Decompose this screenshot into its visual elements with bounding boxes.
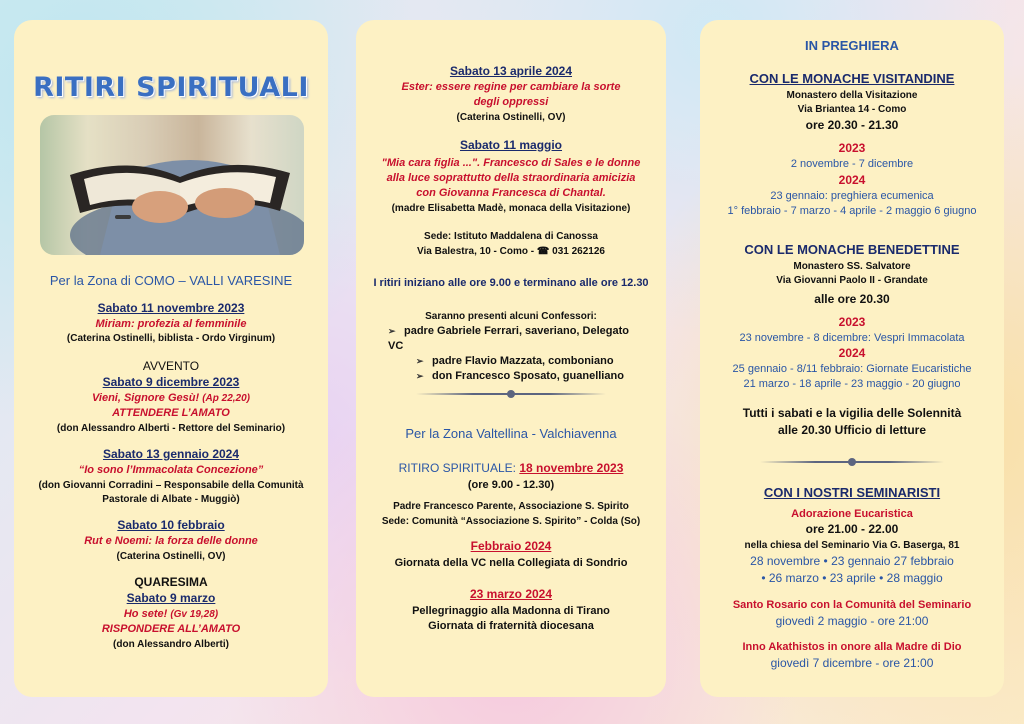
event-speaker: (Caterina Ostinelli, OV) <box>456 112 566 123</box>
dates-line: 1° febbraio - 7 marzo - 4 aprile - 2 maggio 6 giugno <box>727 205 977 217</box>
dates-line: 25 gennaio - 8/11 febbraio: Giornate Eucaristiche <box>732 363 972 375</box>
rosary-date: giovedì 2 maggio - ore 21:00 <box>775 614 929 628</box>
dates-line: 23 gennaio: preghiera ecumenica <box>770 190 934 202</box>
ornamental-divider <box>416 393 606 395</box>
event-theme: Miriam: profezia al femminile <box>95 318 247 330</box>
schedule-note: I ritiri iniziano alle ore 9.00 e terminano alle ore 12.30 <box>373 277 649 289</box>
dates-line: • 26 marzo • 23 aprile • 28 maggio <box>761 571 943 585</box>
event-speaker: (don Alessandro Alberti) <box>113 639 229 650</box>
event-speaker: Pastorale di Albate - Muggiò) <box>102 494 240 505</box>
prayer-time: alle ore 20.30 <box>814 292 890 306</box>
season-label: QUARESIMA <box>134 575 208 589</box>
panel-in-preghiera <box>700 20 1004 697</box>
scripture-ref: (Ap 22,20) <box>202 393 251 404</box>
venue-name: Monastero SS. Salvatore <box>793 261 911 272</box>
event-theme: degli oppressi <box>473 96 549 108</box>
year-label: 2024 <box>838 173 866 187</box>
group-heading-seminaristi: CON I NOSTRI SEMINARISTI <box>763 485 941 500</box>
saturday-office-line: Tutti i sabati e la vigilia delle Solennità <box>742 406 962 420</box>
dates-line: 23 novembre - 8 dicembre: Vespri Immacolata <box>739 332 965 344</box>
event-theme: con Giovanna Francesca di Chantal. <box>416 187 606 199</box>
venue-address: Via Giovanni Paolo II - Grandate <box>776 275 928 286</box>
retreat-heading <box>356 461 666 477</box>
season-label: AVVENTO <box>142 359 200 373</box>
event-theme: Rut e Noemi: la forza delle donne <box>84 535 258 547</box>
venue-phone: 031 262126 <box>552 246 605 257</box>
event-theme-text: Ho sete! <box>123 608 168 620</box>
adoration-label: Adorazione Eucaristica <box>791 508 913 520</box>
list-item <box>388 324 646 354</box>
divider-dot-icon <box>507 390 515 398</box>
event-theme: ATTENDERE L’AMATO <box>112 407 230 419</box>
panel-ritiri-continued <box>356 20 666 697</box>
dates-line: 28 novembre • 23 gennaio 27 febbraio <box>750 554 954 568</box>
panel-ritiri-como <box>14 20 328 697</box>
event-description: Pellegrinaggio alla Madonna di Tirano <box>412 605 610 617</box>
event-theme: “Io sono l’Immacolata Concezione” <box>78 464 264 476</box>
venue-street: Via Balestra, 10 - Como - <box>417 246 535 257</box>
event-theme-text: Vieni, Signore Gesù! <box>91 392 200 404</box>
event-date: Febbraio 2024 <box>470 539 552 553</box>
saturday-office-line: alle 20.30 Ufficio di letture <box>777 423 927 437</box>
confessors-intro: Saranno presenti alcuni Confessori: <box>425 311 597 322</box>
event-date: 23 marzo 2024 <box>469 587 553 601</box>
scripture-ref: (Gv 19,28) <box>170 609 219 620</box>
zone-heading-valtellina: Per la Zona Valtellina - Valchiavenna <box>405 426 617 441</box>
event-speaker: (madre Elisabetta Madè, monaca della Visitazione) <box>391 203 631 214</box>
event-theme: alla luce soprattutto della straordinaria amicizia <box>386 172 636 184</box>
zone-heading-como: Per la Zona di COMO – VALLI VARESINE <box>49 273 293 288</box>
section-title: IN PREGHIERA <box>805 38 899 53</box>
adoration-venue: nella chiesa del Seminario Via G. Baserga, 81 <box>744 540 960 551</box>
venue-name: Monastero della Visitazione <box>786 90 918 101</box>
retreat-time: (ore 9.00 - 12.30) <box>467 479 555 491</box>
retreat-date: 18 novembre 2023 <box>519 461 624 475</box>
akathistos-title: Inno Akathistos in onore alla Madre di Dio <box>742 641 962 653</box>
page-title: RITIRI SPIRITUALI <box>33 72 309 103</box>
prayer-time: ore 20.30 - 21.30 <box>805 118 899 132</box>
confessors-list <box>388 324 646 383</box>
arrow-bullet-icon: ➢ <box>416 370 424 381</box>
event-speaker: (don Alessandro Alberti - Rettore del Seminario) <box>56 423 286 434</box>
event-speaker: (don Giovanni Corradini – Responsabile della Comunità <box>38 480 304 491</box>
event-date: Sabato 13 aprile 2024 <box>449 64 573 78</box>
event-speaker: (Caterina Ostinelli, biblista - Ordo Virginum) <box>66 333 276 344</box>
event-description: Giornata di fraternità diocesana <box>428 620 594 632</box>
bible-reading-photo <box>40 115 304 255</box>
group-heading-benedettine: CON LE MONACHE BENEDETTINE <box>744 242 960 257</box>
bible-hands-illustration <box>40 115 304 255</box>
event-theme: Ester: essere regine per cambiare la sorte <box>401 81 621 93</box>
adoration-time: ore 21.00 - 22.00 <box>805 522 899 536</box>
event-date: Sabato 11 maggio <box>459 138 563 152</box>
event-theme <box>14 391 328 406</box>
event-date: Sabato 10 febbraio <box>117 518 225 532</box>
dates-line: 2 novembre - 7 dicembre <box>790 158 914 170</box>
venue-name: Sede: Istituto Maddalena di Canossa <box>424 231 598 242</box>
year-label: 2024 <box>838 346 866 360</box>
event-theme <box>14 607 328 622</box>
list-item <box>388 369 646 384</box>
event-date: Sabato 9 marzo <box>126 591 216 605</box>
list-item-text: padre Gabriele Ferrari, saveriano, Delegato VC <box>388 325 629 352</box>
ornamental-divider <box>760 461 944 463</box>
year-label: 2023 <box>838 315 866 329</box>
retreat-venue: Sede: Comunità “Associazione S. Spirito” - Colda (So) <box>381 516 641 527</box>
venue-address <box>356 245 666 258</box>
dates-line: 21 marzo - 18 aprile - 23 maggio - 20 giugno <box>743 378 961 390</box>
retreat-speaker: Padre Francesco Parente, Associazione S. Spirito <box>393 501 629 512</box>
list-item <box>388 354 646 369</box>
event-date: Sabato 11 novembre 2023 <box>97 301 245 315</box>
akathistos-date: giovedì 7 dicembre - ore 21:00 <box>770 656 934 670</box>
event-date: Sabato 13 gennaio 2024 <box>102 447 240 461</box>
arrow-bullet-icon: ➢ <box>416 355 424 366</box>
group-heading-visitandine: CON LE MONACHE VISITANDINE <box>749 71 955 86</box>
event-speaker: (Caterina Ostinelli, OV) <box>116 551 226 562</box>
event-description: Giornata della VC nella Collegiata di Sondrio <box>394 557 628 569</box>
list-item-text: padre Flavio Mazzata, comboniano <box>432 354 614 367</box>
year-label: 2023 <box>838 141 866 155</box>
rosary-title: Santo Rosario con la Comunità del Seminario <box>732 599 972 611</box>
list-item-text: don Francesco Sposato, guanelliano <box>432 369 624 382</box>
event-theme: "Mia cara figlia ...". Francesco di Sales e le donne <box>381 157 641 169</box>
event-date: Sabato 9 dicembre 2023 <box>102 375 240 389</box>
event-theme: RISPONDERE ALL’AMATO <box>101 623 241 635</box>
arrow-bullet-icon: ➢ <box>388 326 396 336</box>
divider-dot-icon <box>848 458 856 466</box>
retreat-label: RITIRO SPIRITUALE: <box>398 461 516 475</box>
venue-address: Via Briantea 14 - Como <box>797 104 907 115</box>
phone-icon: ☎ <box>536 246 550 257</box>
